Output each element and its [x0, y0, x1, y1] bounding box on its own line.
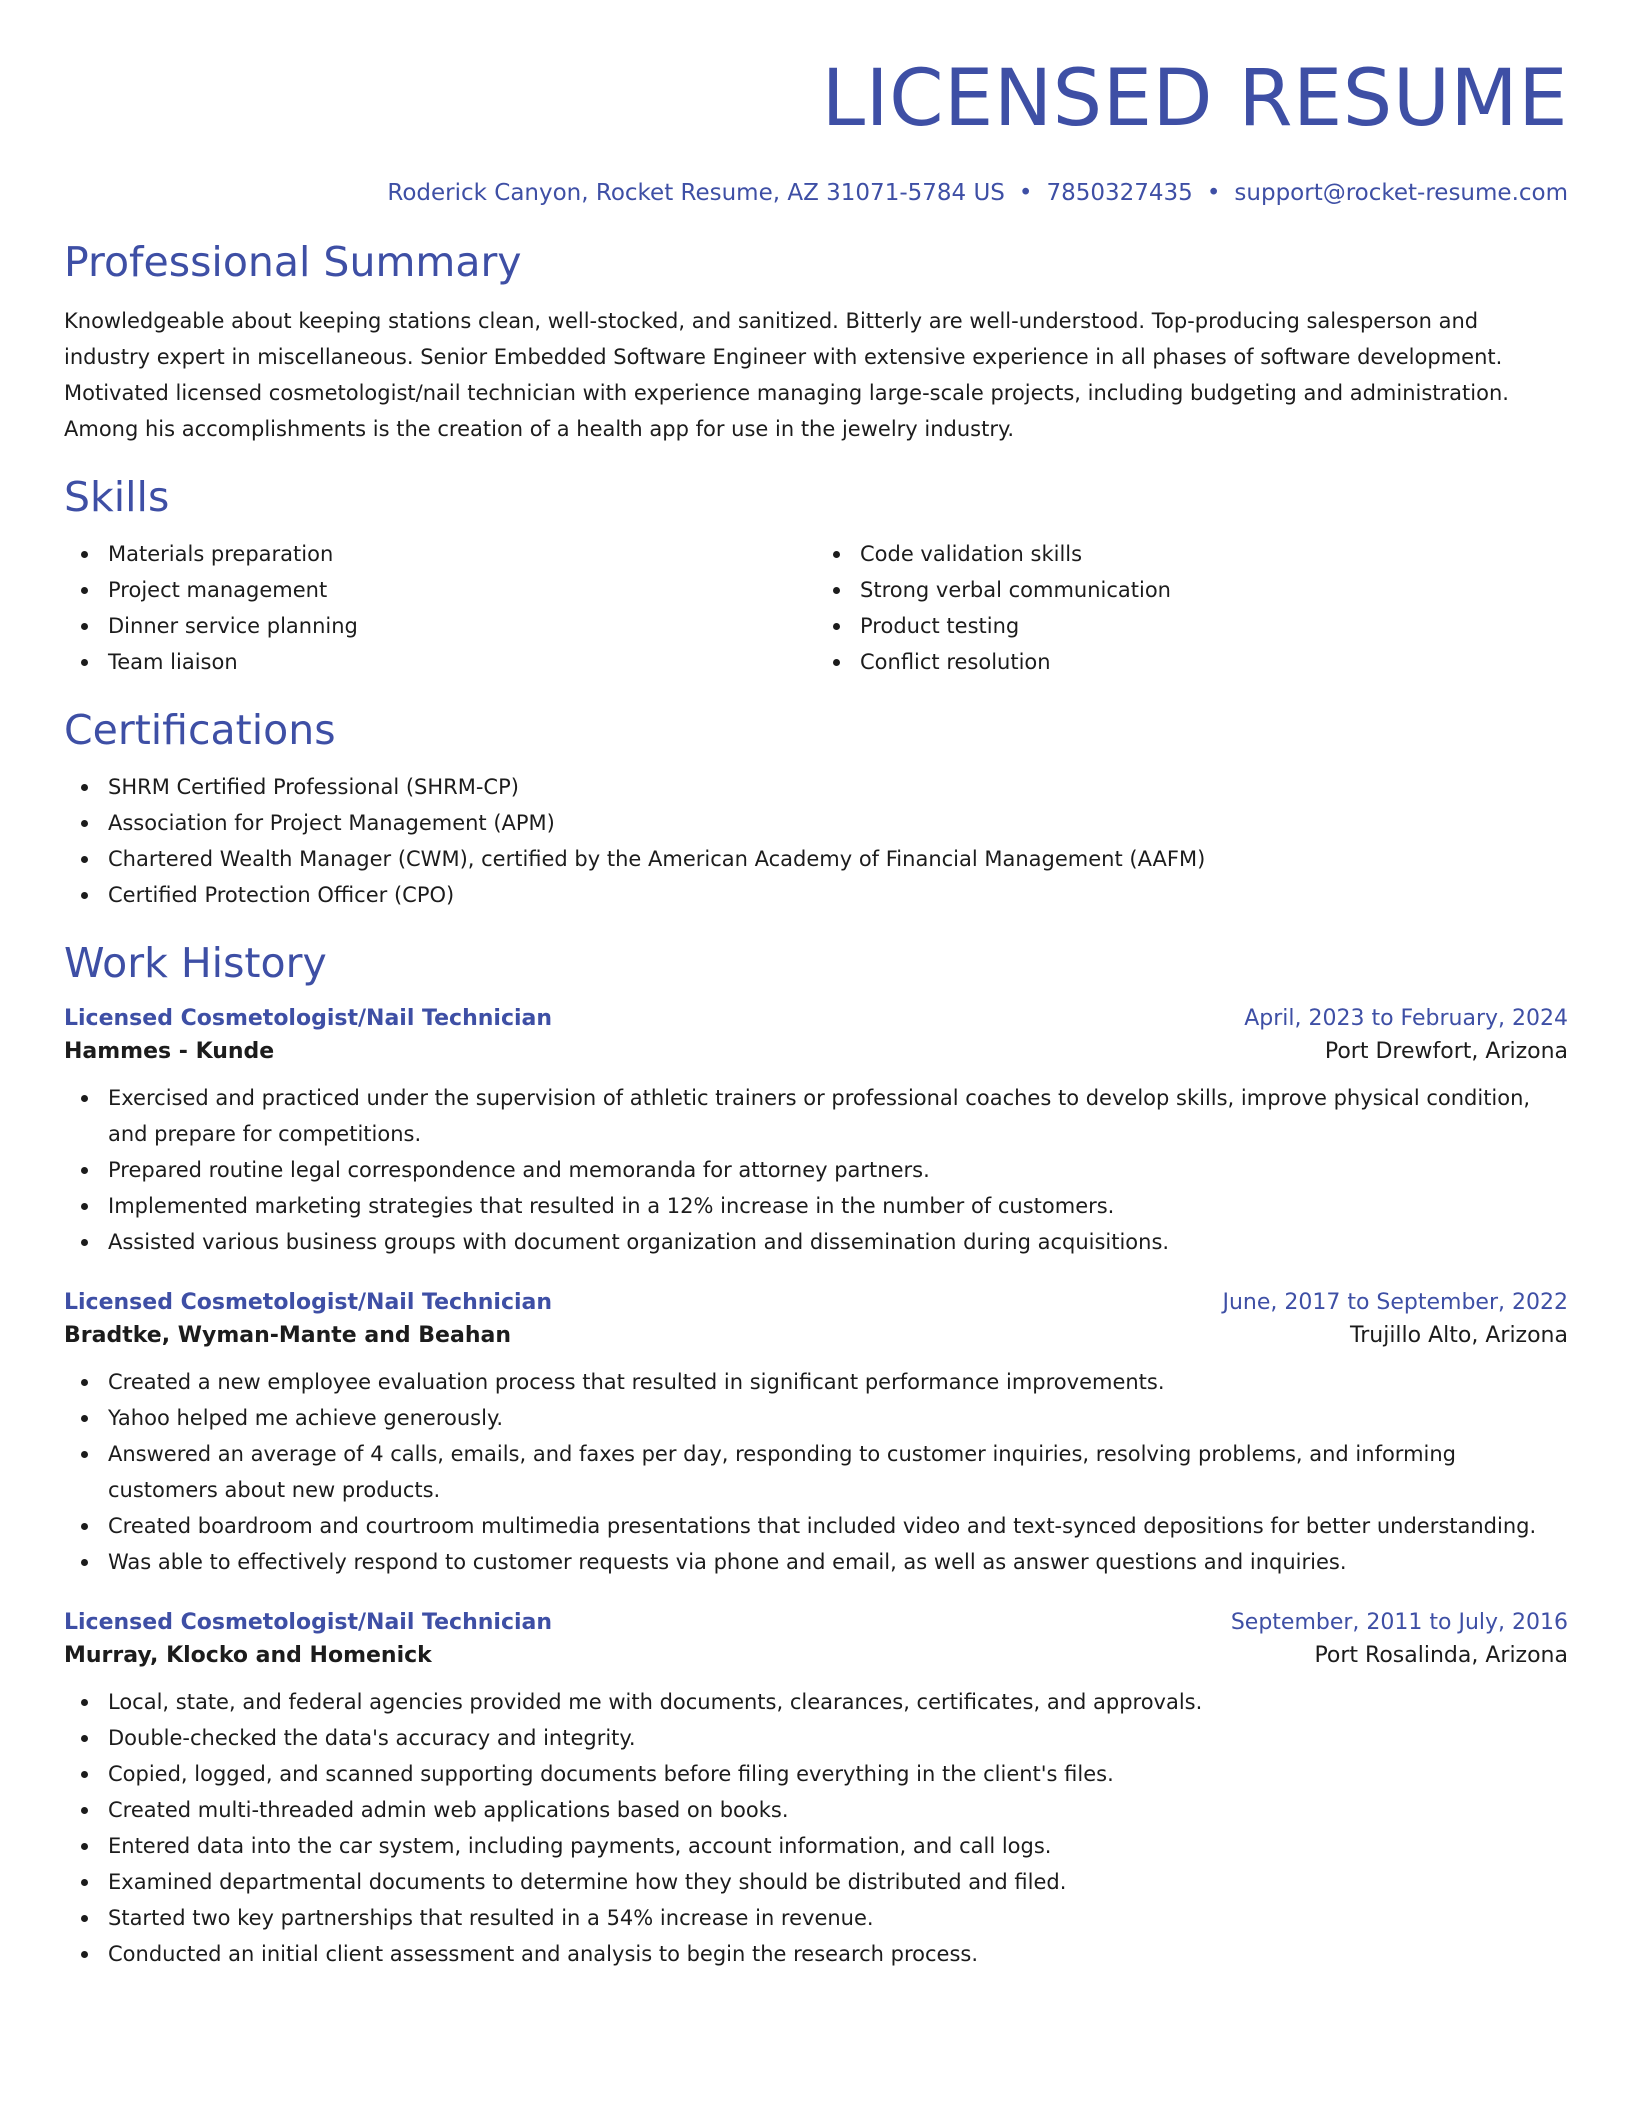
- job-title-row: [64, 1006, 1568, 1031]
- job-location: Port Rosalinda, Arizona: [1314, 1643, 1568, 1669]
- list-item: Local, state, and federal agencies provided me with documents, clearances, certificates, and approvals.: [108, 1684, 1568, 1720]
- summary-section: [64, 240, 1568, 447]
- job-company-row: [64, 1039, 1568, 1064]
- job-location: Port Drewfort, Arizona: [1324, 1039, 1568, 1065]
- list-item: SHRM Certified Professional (SHRM-CP): [108, 769, 1568, 805]
- job-title-row: [64, 1610, 1568, 1635]
- resume-title: LICENSED RESUME: [821, 54, 1568, 144]
- contact-separator: •: [1206, 180, 1221, 206]
- job-bullets: [64, 1364, 1568, 1580]
- skills-heading: Skills: [64, 473, 170, 522]
- list-item: Dinner service planning: [108, 608, 816, 644]
- list-item: Double-checked the data's accuracy and integrity.: [108, 1720, 1568, 1756]
- job-entry: [64, 1290, 1568, 1580]
- list-item: Certified Protection Officer (CPO): [108, 877, 1568, 913]
- job-entry: [64, 1006, 1568, 1260]
- list-item: Association for Project Management (APM): [108, 805, 1568, 841]
- list-item: Entered data into the car system, including payments, account information, and call logs.: [108, 1828, 1568, 1864]
- list-item: Chartered Wealth Manager (CWM), certified by the American Academy of Financial Management (AAFM): [108, 841, 1568, 877]
- job-bullets: [64, 1080, 1568, 1260]
- list-item: Project management: [108, 572, 816, 608]
- skills-list-right: [816, 536, 1568, 680]
- list-item: Strong verbal communication: [860, 572, 1568, 608]
- list-item: Examined departmental documents to determine how they should be distributed and filed.: [108, 1864, 1568, 1900]
- certifications-list: [64, 769, 1568, 913]
- job-company: Hammes - Kunde: [64, 1039, 275, 1065]
- list-item: Conducted an initial client assessment and analysis to begin the research process.: [108, 1936, 1568, 1972]
- contact-phone: 7850327435: [1046, 180, 1193, 206]
- list-item: Copied, logged, and scanned supporting documents before filing everything in the client's files.: [108, 1756, 1568, 1792]
- contact-line: [64, 180, 1568, 206]
- job-title: Licensed Cosmetologist/Nail Technician: [64, 1006, 553, 1032]
- work-history-section: [64, 941, 1568, 1972]
- job-dates: September, 2011 to July, 2016: [1230, 1610, 1568, 1636]
- certifications-section: [64, 708, 1568, 913]
- job-bullets: [64, 1684, 1568, 1972]
- work-history-heading: Work History: [64, 939, 327, 988]
- list-item: Conflict resolution: [860, 644, 1568, 680]
- job-company: Murray, Klocko and Homenick: [64, 1643, 432, 1669]
- list-item: Exercised and practiced under the supervision of athletic trainers or professional coaches to develop skills, improve physical condition, and prepare for competitions.: [108, 1080, 1568, 1152]
- job-dates: June, 2017 to September, 2022: [1222, 1290, 1568, 1316]
- job-location: Trujillo Alto, Arizona: [1350, 1323, 1568, 1349]
- list-item: Prepared routine legal correspondence and memoranda for attorney partners.: [108, 1152, 1568, 1188]
- list-item: Team liaison: [108, 644, 816, 680]
- list-item: Answered an average of 4 calls, emails, and faxes per day, responding to customer inquiries, resolving problems, and informing customers about new products.: [108, 1436, 1568, 1508]
- job-company: Bradtke, Wyman-Mante and Beahan: [64, 1323, 511, 1349]
- list-item: Code validation skills: [860, 536, 1568, 572]
- job-dates: April, 2023 to February, 2024: [1244, 1006, 1568, 1032]
- list-item: Product testing: [860, 608, 1568, 644]
- summary-text: Knowledgeable about keeping stations clean, well-stocked, and sanitized. Bitterly are well-understood. Top-producing salesperson and industry expert in miscellaneous. Senior Embedded Software Engineer with extensive experience in all phases of software development. Motivated licensed cosmetologist/nail technician with experience managing large-scale projects, including budgeting and administration. Among his accomplishments is the creation of a health app for use in the jewelry industry.: [64, 309, 1509, 442]
- list-item: Started two key partnerships that resulted in a 54% increase in revenue.: [108, 1900, 1568, 1936]
- contact-email: support@rocket-resume.com: [1234, 180, 1568, 206]
- list-item: Materials preparation: [108, 536, 816, 572]
- job-title: Licensed Cosmetologist/Nail Technician: [64, 1610, 553, 1636]
- job-company-row: [64, 1643, 1568, 1668]
- list-item: Created boardroom and courtroom multimedia presentations that included video and text-synced depositions for better understanding.: [108, 1508, 1568, 1544]
- list-item: Created multi-threaded admin web applications based on books.: [108, 1792, 1568, 1828]
- list-item: Assisted various business groups with document organization and dissemination during acquisitions.: [108, 1224, 1568, 1260]
- list-item: Was able to effectively respond to customer requests via phone and email, as well as answer questions and inquiries.: [108, 1544, 1568, 1580]
- skills-list-left: [64, 536, 816, 680]
- summary-heading: Professional Summary: [64, 238, 522, 286]
- contact-address: Roderick Canyon, Rocket Resume, AZ 31071-5784 US: [387, 180, 1005, 206]
- job-company-row: [64, 1323, 1568, 1348]
- skills-grid: [64, 536, 1568, 680]
- job-title-row: [64, 1290, 1568, 1315]
- contact-separator: •: [1018, 180, 1033, 206]
- list-item: Implemented marketing strategies that resulted in a 12% increase in the number of customers.: [108, 1188, 1568, 1224]
- job-entry: [64, 1610, 1568, 1972]
- skills-section: [64, 475, 1568, 680]
- list-item: Created a new employee evaluation process that resulted in significant performance improvements.: [108, 1364, 1568, 1400]
- job-title: Licensed Cosmetologist/Nail Technician: [64, 1290, 553, 1316]
- list-item: Yahoo helped me achieve generously.: [108, 1400, 1568, 1436]
- certifications-heading: Certifications: [64, 706, 336, 755]
